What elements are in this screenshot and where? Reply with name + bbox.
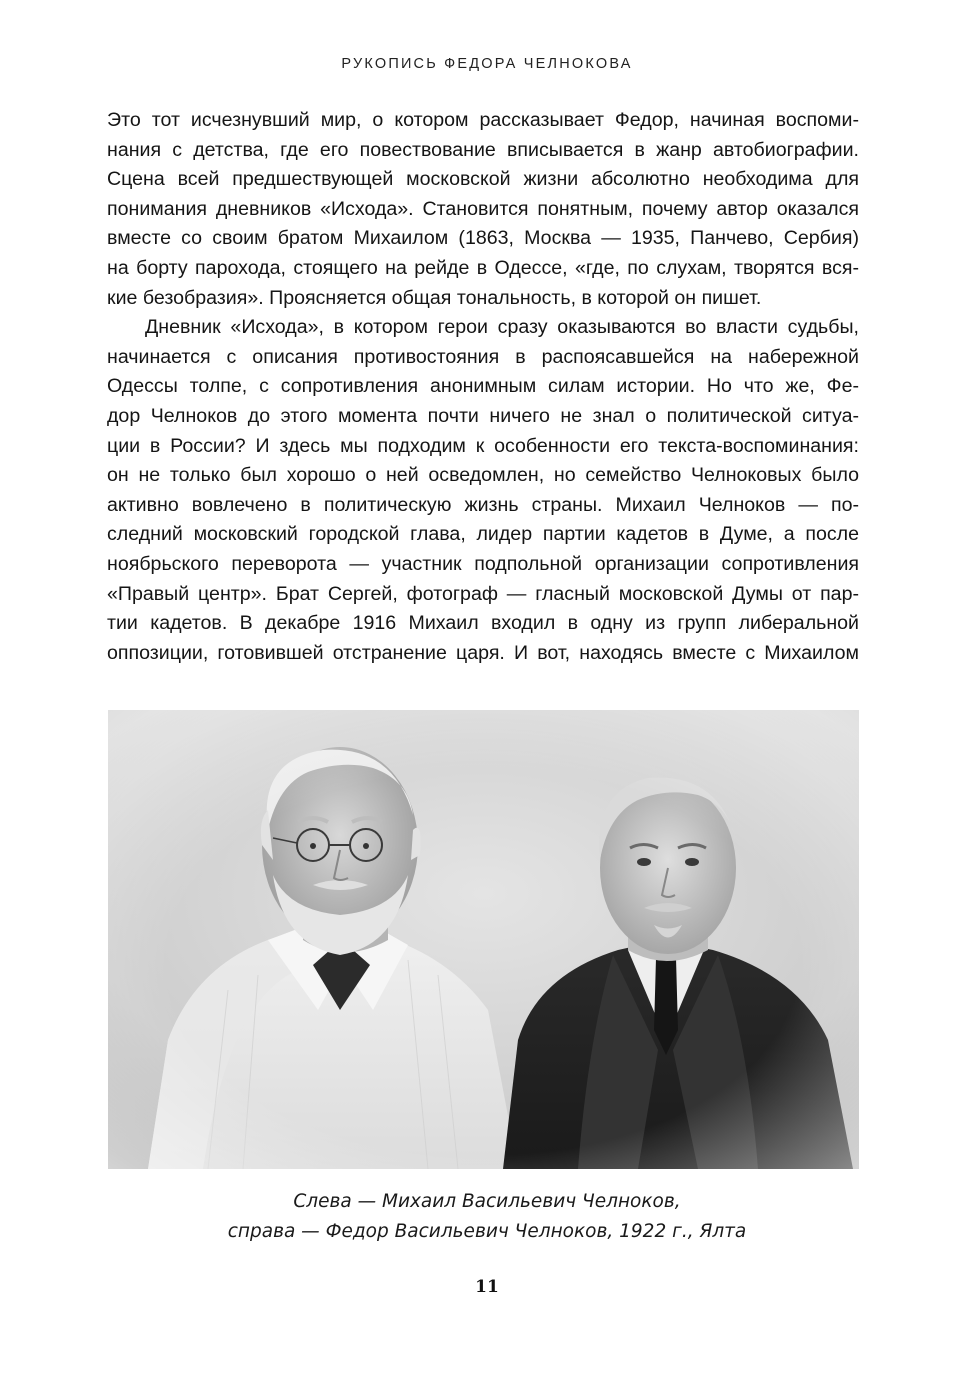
text-line: Дневник «Исхода», в котором герои сразу оказываются во власти судьбы,	[145, 316, 859, 339]
text-line: Это тот исчезнувший мир, о котором рассказывает Федор, начиная воспоми-	[107, 109, 859, 131]
text-line: оппозиции, готовившей отстранение царя. И вот, находясь вместе с Михаилом	[107, 641, 859, 664]
page-number: 11	[475, 1277, 499, 1297]
text-line: ноябрьского переворота — участник подпольной организации сопротивления	[107, 552, 859, 575]
running-head: РУКОПИСЬ ФЕДОРА ЧЕЛНОКОВА	[341, 56, 633, 72]
photo-caption	[0, 1187, 974, 1247]
text-line: вместе со своим братом Михаилом (1863, Москва — 1935, Панчево, Сербия)	[107, 227, 859, 250]
text-line: кие безобразия». Проясняется общая тональность, в которой он пишет.	[107, 286, 762, 309]
paragraph-2	[107, 313, 859, 668]
text-line: нания с детства, где его повествование вписывается в жанр автобиографии.	[107, 138, 859, 161]
body-text	[107, 106, 859, 668]
portrait-photo	[108, 710, 859, 1169]
text-line: «Правый центр». Брат Сергей, фотограф — гласный московской Думы от пар-	[107, 582, 859, 605]
text-line: он не только был хорошо о ней осведомлен, но семейство Челноковых было	[107, 464, 859, 487]
text-line: понимания дневников «Исхода». Становится понятным, почему автор оказался	[107, 197, 859, 220]
text-line: Одессы толпе, с сопротивления анонимным силам истории. Но что же, Фе-	[107, 375, 859, 398]
text-line: тии кадетов. В декабре 1916 Михаил входил в одну из групп либеральной	[107, 612, 859, 635]
text-line: ции в России? И здесь мы подходим к особенности его текста-воспоминания:	[107, 434, 859, 457]
caption-line-2: справа — Федор Васильевич Челноков, 1922 г., Ялта	[227, 1221, 747, 1242]
text-line: Сцена всей предшествующей московской жизни абсолютно необходима для	[107, 168, 859, 191]
text-line: начинается с описания противостояния в распоясавшейся на набережной	[107, 345, 859, 368]
text-line: активно вовлечено в политическую жизнь страны. Михаил Челноков — по-	[107, 493, 859, 516]
text-line: следний московский городской глава, лидер партии кадетов в Думе, а после	[107, 523, 859, 546]
text-line: на борту парохода, стоящего на рейде в Одессе, «где, по слухам, творятся вся-	[107, 256, 859, 279]
portrait-photo-illustration	[108, 710, 859, 1169]
text-line: дор Челноков до этого момента почти ничего не знал о политической ситуа-	[107, 404, 859, 427]
paragraph-1	[107, 106, 859, 313]
caption-line-1: Слева — Михаил Васильевич Челноков,	[293, 1191, 681, 1212]
